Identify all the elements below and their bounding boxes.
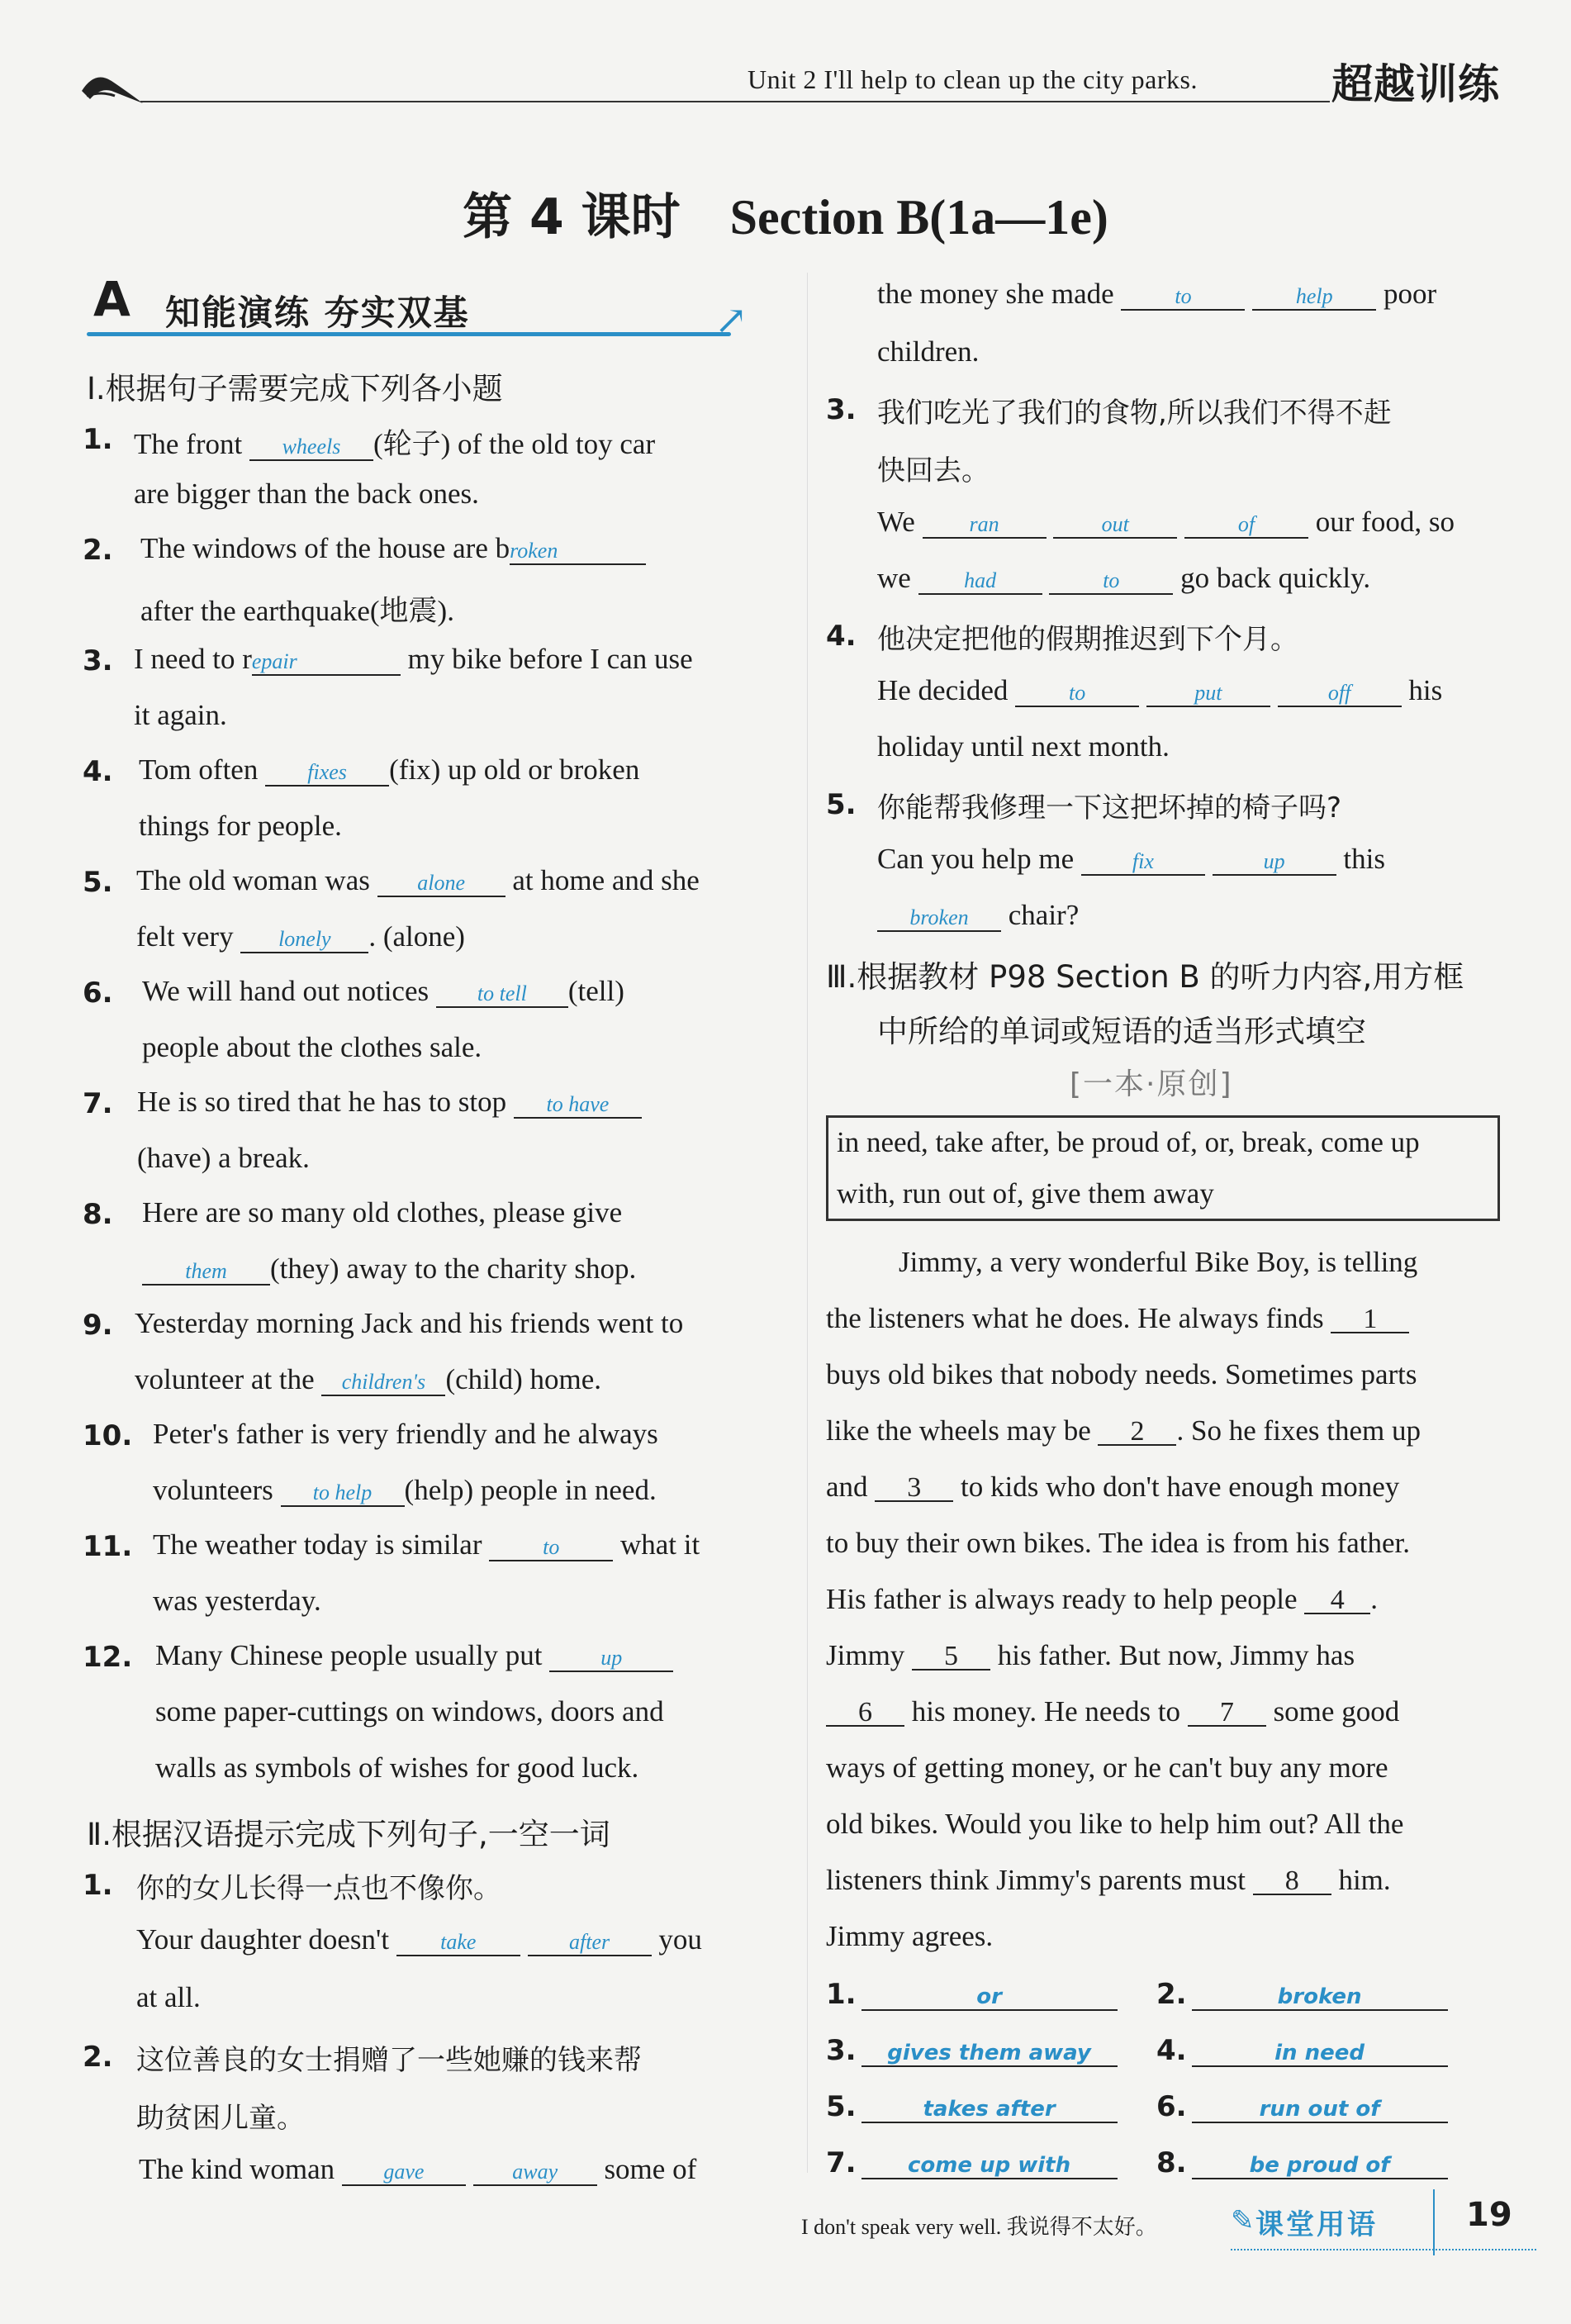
answer-blank[interactable]: of xyxy=(1184,512,1308,539)
footer-rule xyxy=(1231,2249,1536,2250)
p2-item2-english: The kind woman gave away some of xyxy=(139,2153,697,2185)
header-bird-logo-icon xyxy=(78,66,145,116)
answer-blank[interactable]: takes after xyxy=(861,2097,1118,2123)
answer-blank[interactable]: in need xyxy=(1192,2041,1448,2067)
p2-item4-chinese: 他决定把他的假期推迟到下个月。 xyxy=(877,623,1298,656)
footer-phrase: I don't speak very well. 我说得不太好。 xyxy=(801,2215,1157,2239)
passage-line: Jimmy 5 his father. But now, Jimmy has xyxy=(826,1639,1355,1671)
p1-item11-number: 11. xyxy=(83,1530,133,1563)
answer-blank[interactable]: to xyxy=(1121,284,1245,311)
answer-blank[interactable]: up xyxy=(1213,849,1336,876)
passage-line: buys old bikes that nobody needs. Sometimes parts xyxy=(826,1358,1417,1390)
answer-blank[interactable]: lonely xyxy=(240,927,368,953)
p1-item2-line2: after the earthquake(地震). xyxy=(140,595,454,627)
answer-blank[interactable]: to xyxy=(489,1535,613,1561)
passage-line: Jimmy agrees. xyxy=(826,1920,994,1952)
answer-blank[interactable]: had xyxy=(918,568,1042,595)
p1-item7-line1: He is so tired that he has to stop to have xyxy=(137,1086,642,1119)
p2-item2-english-cont: the money she made to help poor xyxy=(877,278,1437,310)
p1-item3-line1: I need to repair my bike before I can use xyxy=(134,643,693,675)
word-box-line2: with, run out of, give them away xyxy=(837,1177,1214,1210)
part3-heading: Ⅲ.根据教材 P98 Section B 的听力内容,用方框 xyxy=(826,959,1464,995)
p1-item3-line2: it again. xyxy=(134,699,227,731)
p2-item4-english-cont: holiday until next month. xyxy=(877,730,1170,763)
p1-item10-number: 10. xyxy=(83,1419,133,1452)
p1-item4-line2: things for people. xyxy=(139,810,342,842)
header-brand: 超越训练 xyxy=(1331,60,1500,108)
p2-item5-english: Can you help me fix up this xyxy=(877,843,1385,875)
p1-item6-number: 6. xyxy=(83,977,113,1010)
passage-line: ways of getting money, or he can't buy any more xyxy=(826,1751,1388,1784)
answer-blank[interactable]: up xyxy=(549,1646,673,1672)
p1-item12-line1: Many Chinese people usually put up xyxy=(155,1639,673,1672)
p2-item1-english: Your daughter doesn't take after you xyxy=(136,1923,702,1956)
p1-item5-number: 5. xyxy=(83,866,113,899)
answer-blank[interactable]: broken xyxy=(1192,1984,1448,2011)
p2-item5-chinese: 你能帮我修理一下这把坏掉的椅子吗? xyxy=(877,791,1342,825)
word-box xyxy=(826,1115,1500,1221)
passage-line: old bikes. Would you like to help him out? All the xyxy=(826,1808,1404,1840)
p2-item2-number: 2. xyxy=(83,2041,113,2074)
p1-item4-number: 4. xyxy=(83,755,113,788)
answer-blank[interactable]: alone xyxy=(377,871,505,897)
p1-item1-number: 1. xyxy=(83,423,113,456)
answer-blank[interactable]: run out of xyxy=(1192,2097,1448,2123)
p2-item2-chinese: 这位善良的女士捐赠了一些她赚的钱来帮 xyxy=(136,2044,642,2077)
passage-line: His father is always ready to help people 4 . xyxy=(826,1583,1379,1615)
p1-item12-number: 12. xyxy=(83,1641,133,1674)
answer-row: 5. takes after xyxy=(826,2090,1118,2123)
p2-item4-english: He decided to put off his xyxy=(877,674,1443,706)
part3-heading-cont: 中所给的单词或短语的适当形式填空 xyxy=(877,1014,1366,1049)
p2-item1-english-cont: at all. xyxy=(136,1981,201,2013)
p1-item6-line2: people about the clothes sale. xyxy=(142,1031,482,1063)
answer-row: 7. come up with xyxy=(826,2146,1118,2179)
p1-item10-line2: volunteers to help (help) people in need. xyxy=(153,1474,657,1506)
passage-blank[interactable]: 2 xyxy=(1098,1419,1176,1446)
p1-item12-line2: some paper-cuttings on windows, doors and xyxy=(155,1695,664,1728)
header-unit-title: Unit 2 I'll help to clean up the city parks. xyxy=(748,64,1198,94)
passage-blank[interactable]: 7 xyxy=(1188,1700,1266,1727)
p1-item11-line2: was yesterday. xyxy=(153,1585,321,1617)
answer-blank[interactable]: away xyxy=(473,2160,597,2186)
passage-line: and 3 to kids who don't have enough money xyxy=(826,1471,1400,1503)
answer-row: 2. broken xyxy=(1156,1978,1448,2011)
passage-blank[interactable]: 8 xyxy=(1253,1869,1331,1895)
p2-item5-english-cont: broken chair? xyxy=(877,899,1079,932)
part1-heading: Ⅰ.根据句子需要完成下列各小题 xyxy=(87,371,503,406)
answer-blank[interactable]: gave xyxy=(342,2160,466,2186)
answer-blank[interactable]: to help xyxy=(281,1480,405,1507)
answer-blank[interactable]: out xyxy=(1053,512,1177,539)
p2-item5-number: 5. xyxy=(826,788,857,821)
p1-item4-line1: Tom often fixes (fix) up old or broken xyxy=(139,753,640,786)
answer-row: 6. run out of xyxy=(1156,2090,1448,2123)
p1-item5-line1: The old woman was alone at home and she xyxy=(136,864,700,896)
pen-icon: ✎ xyxy=(1231,2206,1255,2236)
p1-item5-line2: felt very lonely . (alone) xyxy=(136,920,465,953)
p1-item2-line1: The windows of the house are broken xyxy=(140,532,646,565)
answer-row: 3. gives them away xyxy=(826,2034,1118,2067)
p1-item1-line2: are bigger than the back ones. xyxy=(134,478,479,510)
passage-line: Jimmy, a very wonderful Bike Boy, is telling xyxy=(899,1246,1418,1278)
p1-item7-number: 7. xyxy=(83,1087,113,1120)
source-tag: [一本·原创] xyxy=(1070,1067,1233,1101)
header-rule xyxy=(140,101,1330,102)
page-title xyxy=(0,178,1571,249)
answer-blank[interactable]: them xyxy=(142,1259,270,1286)
p2-item3-english-cont: we had to go back quickly. xyxy=(877,562,1371,594)
p2-item4-number: 4. xyxy=(826,620,857,653)
p1-item8-line1: Here are so many old clothes, please give xyxy=(142,1196,623,1229)
part2-heading: Ⅱ.根据汉语提示完成下列句子,一空一词 xyxy=(87,1817,610,1852)
p1-item6-line1: We will hand out notices to tell (tell) xyxy=(142,975,624,1007)
p2-item3-chinese: 我们吃光了我们的食物,所以我们不得不赶 xyxy=(877,397,1392,430)
answer-blank[interactable]: help xyxy=(1252,284,1376,311)
page-number: 19 xyxy=(1466,2196,1512,2234)
answer-blank[interactable]: or xyxy=(861,1984,1118,2011)
answer-row: 1. or xyxy=(826,1978,1118,2011)
p1-item8-number: 8. xyxy=(83,1198,113,1231)
passage-blank[interactable]: 1 xyxy=(1331,1307,1409,1333)
answer-blank[interactable]: come up with xyxy=(861,2153,1118,2179)
word-box-line1: in need, take after, be proud of, or, break, come up xyxy=(837,1126,1420,1158)
passage-line: the listeners what he does. He always finds 1 xyxy=(826,1302,1409,1335)
passage-line: listeners think Jimmy's parents must 8 him. xyxy=(826,1864,1391,1896)
p1-item8-line2: them (they) away to the charity shop. xyxy=(142,1252,636,1286)
p2-item3-number: 3. xyxy=(826,393,857,426)
p1-item10-line1: Peter's father is very friendly and he always xyxy=(153,1418,658,1450)
answer-row: 4. in need xyxy=(1156,2034,1448,2067)
answer-blank[interactable]: broken xyxy=(877,905,1001,932)
answer-blank[interactable]: put xyxy=(1146,681,1270,707)
p2-item1-chinese: 你的女儿长得一点也不像你。 xyxy=(136,1872,501,1905)
p1-item9-line2: volunteer at the children's (child) home. xyxy=(135,1363,602,1395)
answer-blank[interactable]: take xyxy=(396,1930,520,1956)
p1-item9-line1: Yesterday morning Jack and his friends went to xyxy=(135,1307,684,1339)
answer-row: 8. be proud of xyxy=(1156,2146,1448,2179)
passage-line: to buy their own bikes. The idea is from his father. xyxy=(826,1527,1410,1559)
answer-blank[interactable]: wheels xyxy=(249,435,373,461)
answer-blank[interactable]: fix xyxy=(1081,849,1205,876)
p1-item9-number: 9. xyxy=(83,1309,113,1342)
passage-blank[interactable]: 6 xyxy=(826,1700,904,1727)
p2-item1-number: 1. xyxy=(83,1869,113,1902)
p2-item2-english-cont2: children. xyxy=(877,335,980,368)
section-a-underline xyxy=(87,332,731,336)
p2-item3-chinese-cont: 快回去。 xyxy=(877,454,990,487)
p1-item11-line1: The weather today is similar to what it xyxy=(153,1528,700,1561)
passage-line: 6 his money. He needs to 7 some good xyxy=(826,1695,1399,1728)
passage-line: like the wheels may be 2 . So he fixes them up xyxy=(826,1414,1421,1447)
passage-blank[interactable]: 5 xyxy=(912,1644,990,1671)
answer-blank[interactable]: children's xyxy=(321,1370,445,1396)
p1-item1-line1: The front wheels (轮子) of the old toy car xyxy=(134,428,656,460)
p1-item12-line3: walls as symbols of wishes for good luck. xyxy=(155,1751,639,1784)
footer-label: 课堂用语 xyxy=(1255,2208,1378,2241)
section-name: Section B(1a—1e) xyxy=(729,190,1108,245)
footer-separator xyxy=(1433,2189,1435,2255)
answer-blank[interactable]: ran xyxy=(923,512,1047,539)
answer-blank[interactable]: epair xyxy=(252,649,401,676)
p1-item2-number: 2. xyxy=(83,534,113,567)
answer-blank[interactable]: to xyxy=(1015,681,1139,707)
section-a-title: 知能演练 夯实双基 xyxy=(165,292,470,333)
section-a-banner xyxy=(87,271,748,343)
column-divider xyxy=(807,273,808,2173)
answer-blank[interactable]: to xyxy=(1049,568,1173,595)
answer-blank[interactable]: to tell xyxy=(436,981,568,1008)
p1-item3-number: 3. xyxy=(83,644,113,677)
answer-blank[interactable]: be proud of xyxy=(1192,2153,1448,2179)
passage-blank[interactable]: 3 xyxy=(875,1476,953,1502)
answer-blank[interactable]: after xyxy=(528,1930,652,1956)
section-a-letter: A xyxy=(93,271,131,327)
arrow-icon: ↗ xyxy=(714,299,748,343)
passage-blank[interactable]: 4 xyxy=(1304,1588,1370,1614)
answer-blank[interactable]: roken xyxy=(510,539,646,565)
p2-item2-chinese-cont: 助贫困儿童。 xyxy=(136,2102,305,2135)
answer-blank[interactable]: off xyxy=(1278,681,1402,707)
answer-blank[interactable]: gives them away xyxy=(861,2041,1118,2067)
answer-blank[interactable]: to have xyxy=(514,1092,642,1119)
lesson-number: 第 4 课时 xyxy=(463,188,681,246)
answer-blank[interactable]: fixes xyxy=(265,760,389,787)
p1-item7-line2: (have) a break. xyxy=(137,1142,310,1174)
p2-item3-english: We ran out of our food, so xyxy=(877,506,1455,538)
